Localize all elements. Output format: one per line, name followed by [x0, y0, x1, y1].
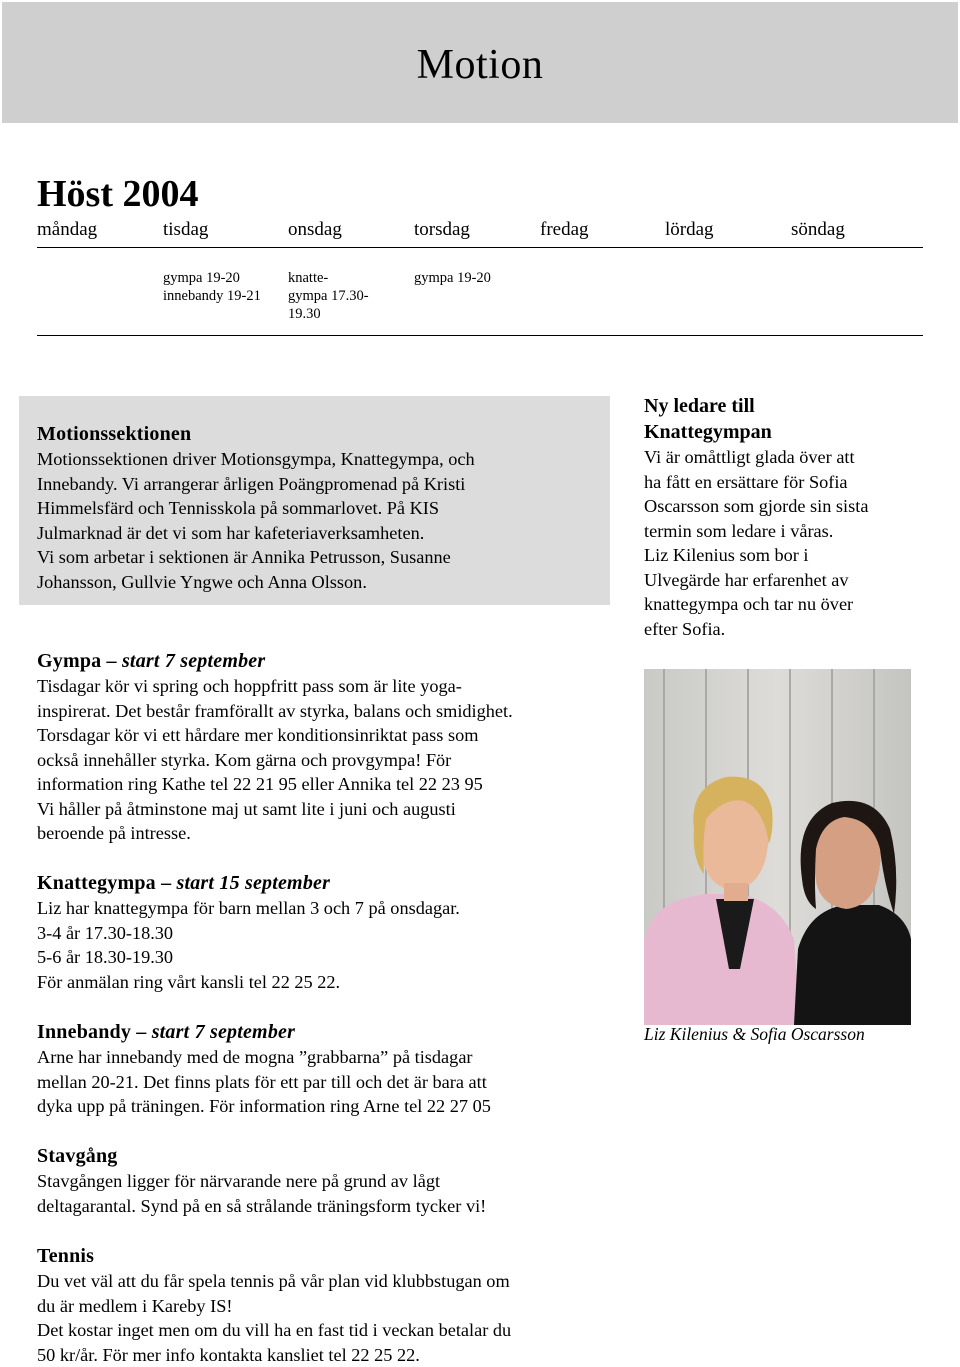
heading-text: Knattegympa — [37, 872, 156, 894]
page-title: Motion — [2, 42, 958, 88]
sidebar-line: termin som ledare i våras. — [644, 519, 924, 544]
sidebar-line: Liz Kilenius som bor i — [644, 543, 924, 568]
photo-caption: Liz Kilenius & Sofia Oscarsson — [644, 1024, 865, 1045]
section-line: Du vet väl att du får spela tennis på vår plan vid klubbstugan om — [37, 1269, 607, 1294]
weekday-monday: måndag — [37, 219, 97, 241]
sidebar-heading-line: Ny ledare till — [644, 393, 924, 419]
sidebar-line: efter Sofia. — [644, 617, 924, 642]
section-line: Innebandy. Vi arrangerar årligen Poängpromenad på Kristi — [37, 472, 607, 497]
section-gympa — [37, 649, 627, 846]
section-tennis — [37, 1244, 607, 1367]
weekday-sunday: söndag — [791, 219, 845, 241]
sidebar-line: ha fått en ersättare för Sofia — [644, 470, 924, 495]
weekday-saturday: lördag — [665, 219, 714, 241]
heading-subtitle: start 7 september — [122, 650, 265, 672]
section-line: information ring Kathe tel 22 21 95 eller Annika tel 22 23 95 — [37, 772, 627, 797]
schedule-cell-wednesday — [288, 269, 369, 323]
section-line: 5-6 år 18.30-19.30 — [37, 945, 607, 970]
section-line: inspirerat. Det består framförallt av styrka, balans och smidighet. — [37, 699, 627, 724]
schedule-entry: innebandy 19-21 — [163, 287, 261, 305]
section-line: Vi som arbetar i sektionen är Annika Petrusson, Susanne — [37, 545, 607, 570]
section-line: Torsdagar kör vi ett hårdare mer konditionsinriktat pass som — [37, 723, 627, 748]
sidebar-heading — [644, 393, 924, 445]
section-line: Arne har innebandy med de mogna ”grabbarna” på tisdagar — [37, 1045, 607, 1070]
section-line: mellan 20-21. Det finns plats för ett par till och det är bara att — [37, 1070, 607, 1095]
section-line: Tisdagar kör vi spring och hoppfritt pass som är lite yoga- — [37, 674, 627, 699]
section-line: Vi håller på åtminstone maj ut samt lite i juni och augusti — [37, 797, 627, 822]
section-line: Johansson, Gullvie Yngwe och Anna Olsson. — [37, 570, 607, 595]
section-line: Julmarknad är det vi som har kafeteriaverksamheten. — [37, 521, 607, 546]
schedule-entry: knatte- — [288, 269, 369, 287]
section-heading — [37, 1020, 607, 1045]
section-line: deltagarantal. Synd på en så strålande träningsform tycker vi! — [37, 1194, 607, 1219]
sidebar-line: knattegympa och tar nu över — [644, 592, 924, 617]
section-stavgang — [37, 1144, 607, 1218]
section-line: Stavgången ligger för närvarande nere på grund av lågt — [37, 1169, 607, 1194]
section-heading — [37, 649, 627, 674]
schedule-bottom-divider — [37, 335, 923, 336]
heading-dash: – — [131, 1021, 152, 1043]
section-line: Motionssektionen driver Motionsgympa, Knattegympa, och — [37, 447, 607, 472]
section-line: dyka upp på träningen. För information ring Arne tel 22 27 05 — [37, 1094, 607, 1119]
season-title: Höst 2004 — [37, 172, 199, 216]
sidebar-line: Ulvegärde har erfarenhet av — [644, 568, 924, 593]
section-motionssektionen — [37, 422, 607, 594]
section-heading: Motionssektionen — [37, 422, 607, 447]
section-line: 3-4 år 17.30-18.30 — [37, 921, 607, 946]
section-heading: Stavgång — [37, 1144, 607, 1169]
section-line: också innehåller styrka. Kom gärna och provgympa! För — [37, 748, 627, 773]
section-innebandy — [37, 1020, 607, 1119]
schedule-entry: 19.30 — [288, 305, 369, 323]
weekday-header-row — [37, 219, 923, 247]
section-line: Liz har knattegympa för barn mellan 3 och 7 på onsdagar. — [37, 896, 607, 921]
heading-dash: – — [101, 650, 122, 672]
schedule-top-divider — [37, 247, 923, 248]
section-heading — [37, 871, 607, 896]
schedule-cell-tuesday — [163, 269, 261, 305]
section-line: För anmälan ring vårt kansli tel 22 25 22. — [37, 970, 607, 995]
heading-text: Gympa — [37, 650, 101, 672]
heading-dash: – — [156, 872, 177, 894]
weekday-thursday: torsdag — [414, 219, 470, 241]
section-line: 50 kr/år. För mer info kontakta kansliet tel 22 25 22. — [37, 1343, 607, 1367]
sidebar-line: Vi är omåttligt glada över att — [644, 445, 924, 470]
heading-subtitle: start 15 september — [176, 872, 330, 894]
section-line: Det kostar inget men om du vill ha en fast tid i veckan betalar du — [37, 1318, 607, 1343]
sidebar-line: Oscarsson som gjorde sin sista — [644, 494, 924, 519]
heading-subtitle: start 7 september — [152, 1021, 295, 1043]
section-line: du är medlem i Kareby IS! — [37, 1294, 607, 1319]
weekday-friday: fredag — [540, 219, 589, 241]
leaders-photo — [644, 669, 911, 1025]
weekday-tuesday: tisdag — [163, 219, 208, 241]
schedule-entry: gympa 17.30- — [288, 287, 369, 305]
schedule-entry: gympa 19-20 — [414, 269, 491, 287]
schedule-cell-thursday — [414, 269, 491, 287]
section-knattegympa — [37, 871, 607, 994]
section-line: beroende på intresse. — [37, 821, 627, 846]
sidebar-heading-line: Knattegympan — [644, 419, 924, 445]
section-heading: Tennis — [37, 1244, 607, 1269]
header-banner — [2, 2, 958, 123]
schedule-entry: gympa 19-20 — [163, 269, 261, 287]
heading-text: Innebandy — [37, 1021, 131, 1043]
section-line: Himmelsfärd och Tennisskola på sommarlovet. På KIS — [37, 496, 607, 521]
weekday-wednesday: onsdag — [288, 219, 342, 241]
sidebar-new-leader — [644, 393, 924, 641]
